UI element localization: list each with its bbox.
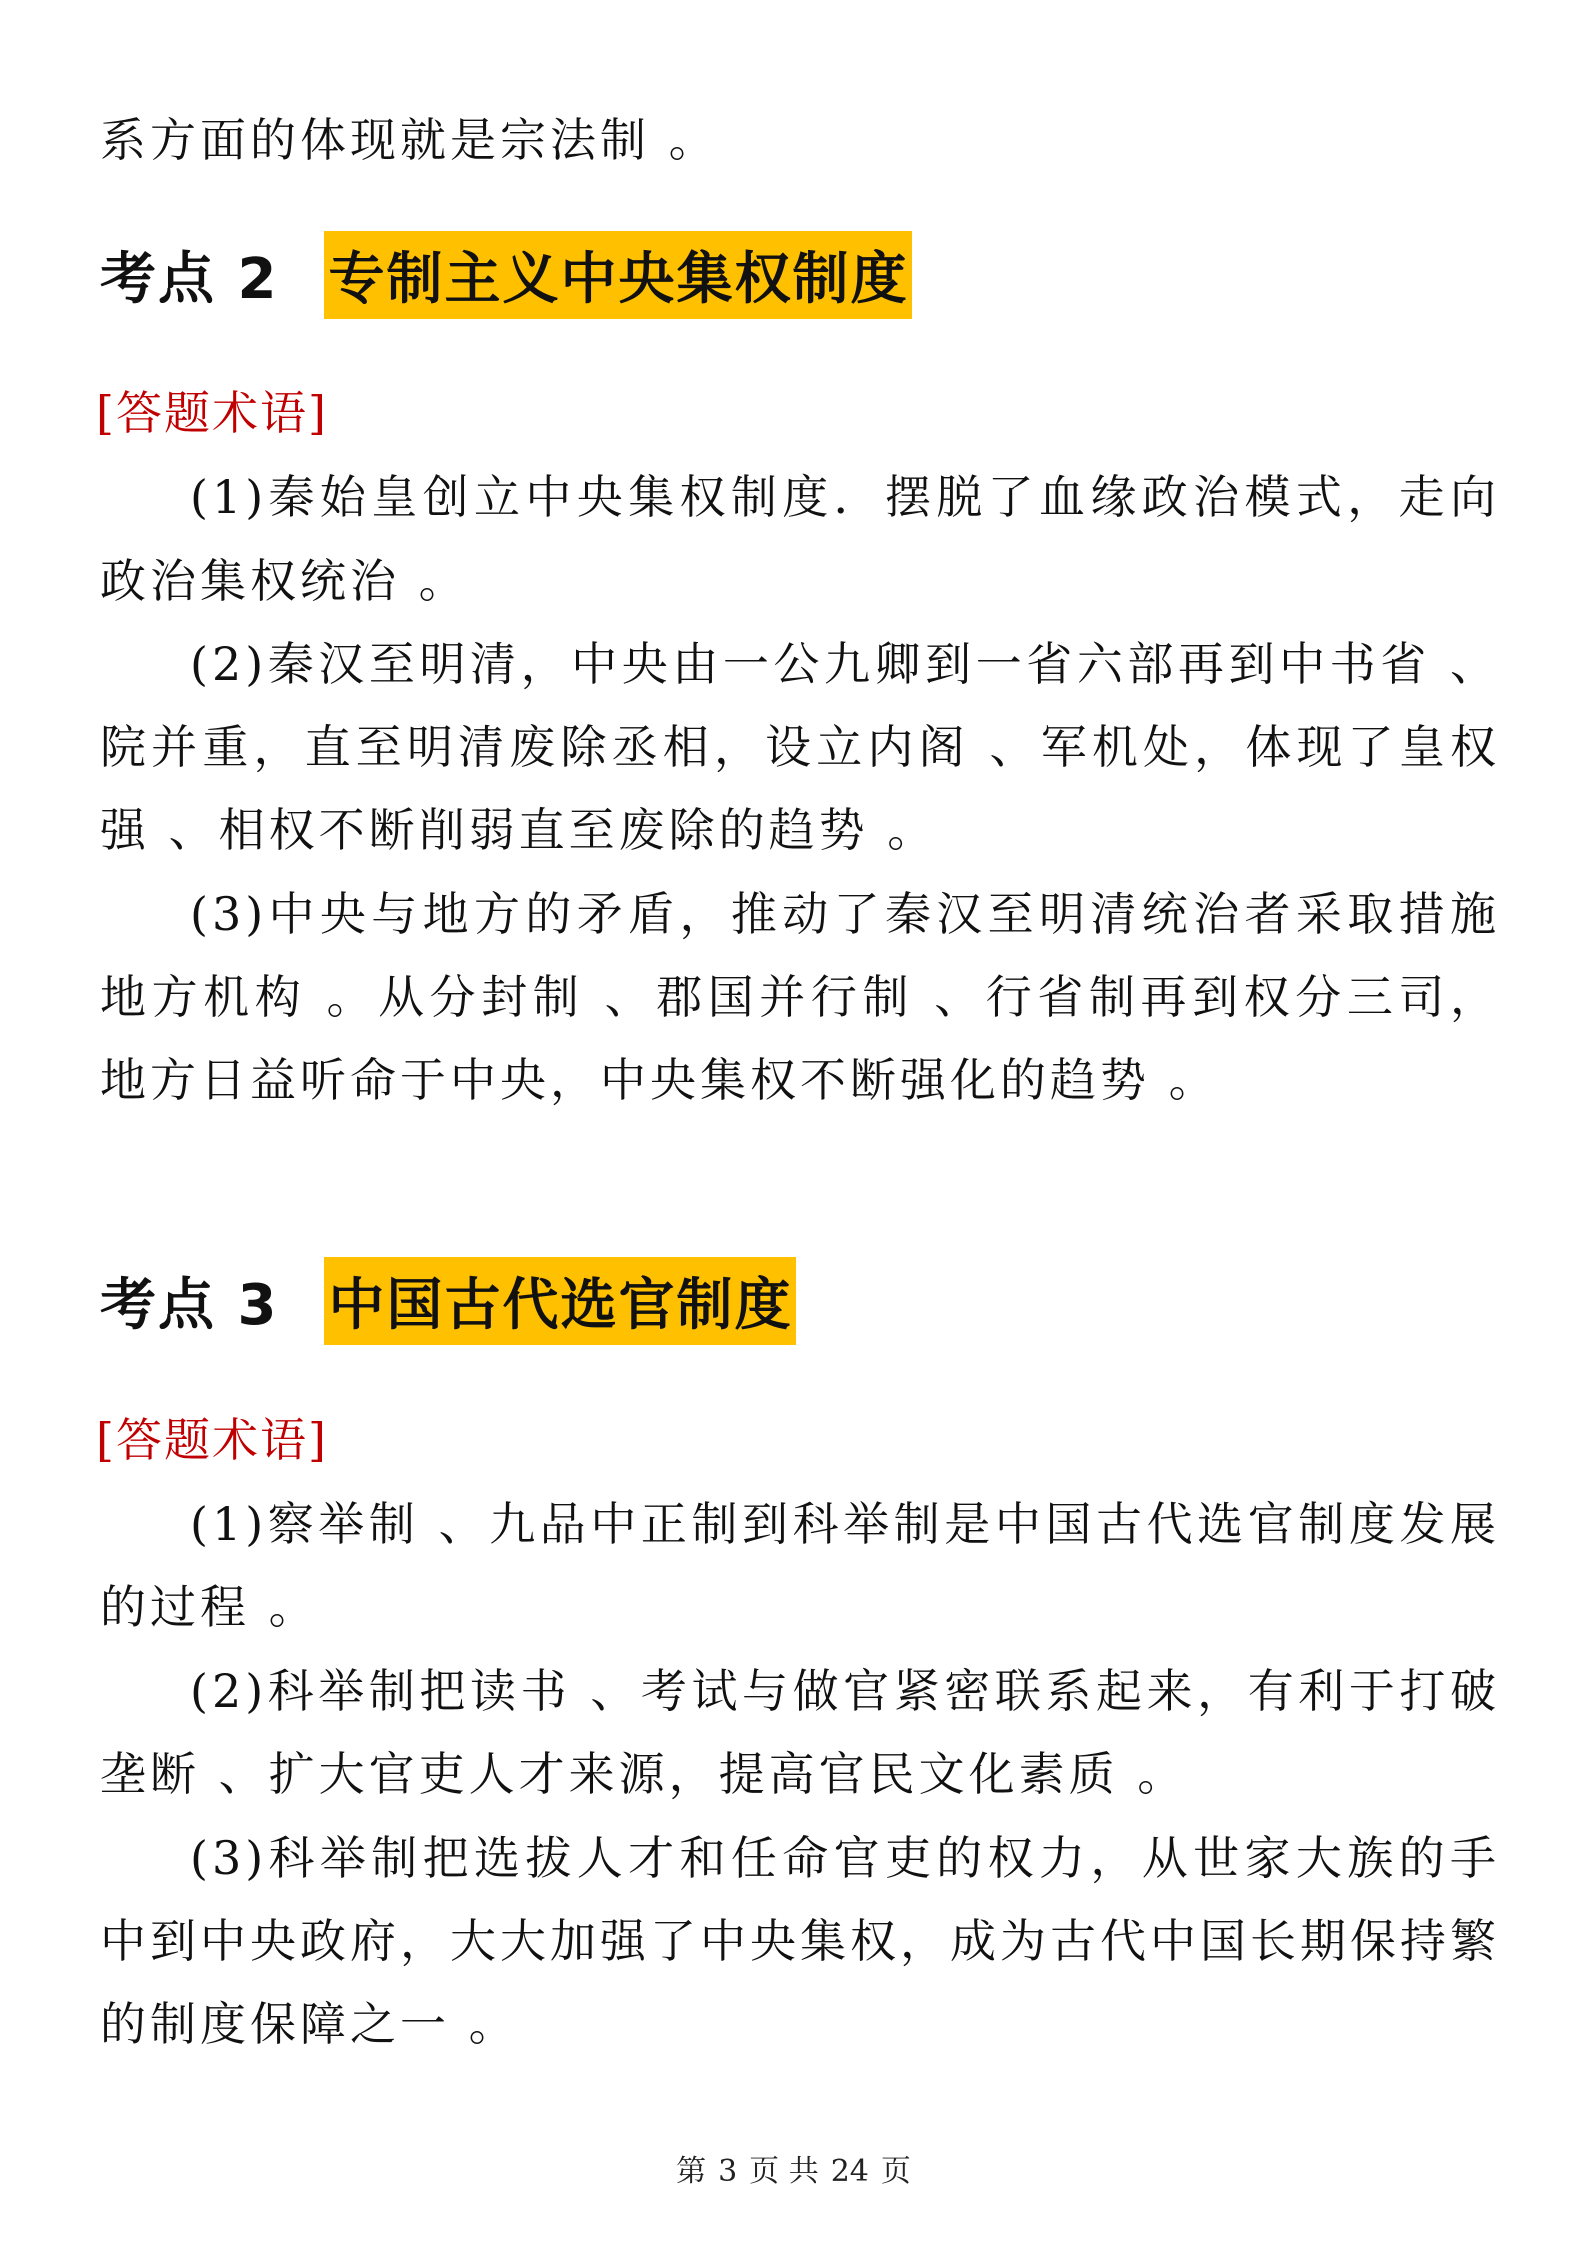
paragraph-line: (2)秦汉至明清，中央由一公九卿到一省六部再到中书省 、 [190,637,1500,691]
answer-terms-label: [答题术语] [96,386,328,440]
continued-text-line: 系方面的体现就是宗法制 。 [100,113,719,167]
paragraph-line: 院并重，直至明清废除丞相，设立内阁 、军机处，体现了皇权 [100,720,1500,774]
footer-prefix: 第 [676,2154,707,2189]
paragraph-line: 的制度保障之一 。 [100,1997,519,2051]
footer-mid: 页 共 [749,2154,819,2189]
paragraph-line: (2)科举制把读书 、考试与做官紧密联系起来，有利于打破 [190,1664,1500,1718]
section-number: 考点 2 [100,247,279,312]
paragraph-line: 的过程 。 [100,1580,319,1634]
section-number: 考点 3 [100,1273,279,1338]
paragraph-line: 政治集权统治 。 [100,554,469,608]
footer-total-pages: 24 [830,2154,869,2189]
paragraph-line: 地方机构 。从分封制 、郡国并行制 、行省制再到权分三司， [100,970,1500,1024]
answer-terms-label: [答题术语] [96,1413,328,1467]
section-heading-3 [100,1262,796,1340]
section-title-highlight: 专制主义中央集权制度 [324,231,912,319]
page-footer [0,2146,1587,2190]
footer-page-number: 3 [718,2154,738,2189]
paragraph-line: 中到中央政府，大大加强了中央集权，成为古代中国长期保持繁 [100,1914,1500,1968]
paragraph-line: (3)中央与地方的矛盾，推动了秦汉至明清统治者采取措施 [190,887,1500,941]
footer-suffix: 页 [880,2154,911,2189]
section-heading-2 [100,236,912,314]
paragraph-line: 地方日益听命于中央，中央集权不断强化的趋势 。 [100,1053,1219,1107]
paragraph-line: (1)秦始皇创立中央集权制度．摆脱了血缘政治模式，走向 [190,470,1500,524]
paragraph-line: 强 、相权不断削弱直至废除的趋势 。 [100,803,938,857]
paragraph-line: 垄断 、扩大官吏人才来源，提高官民文化素质 。 [100,1747,1188,1801]
paragraph-line: (1)察举制 、九品中正制到科举制是中国古代选官制度发展 [190,1497,1500,1551]
section-title-highlight: 中国古代选官制度 [324,1257,796,1345]
paragraph-line: (3)科举制把选拔人才和任命官吏的权力，从世家大族的手 [190,1831,1500,1885]
